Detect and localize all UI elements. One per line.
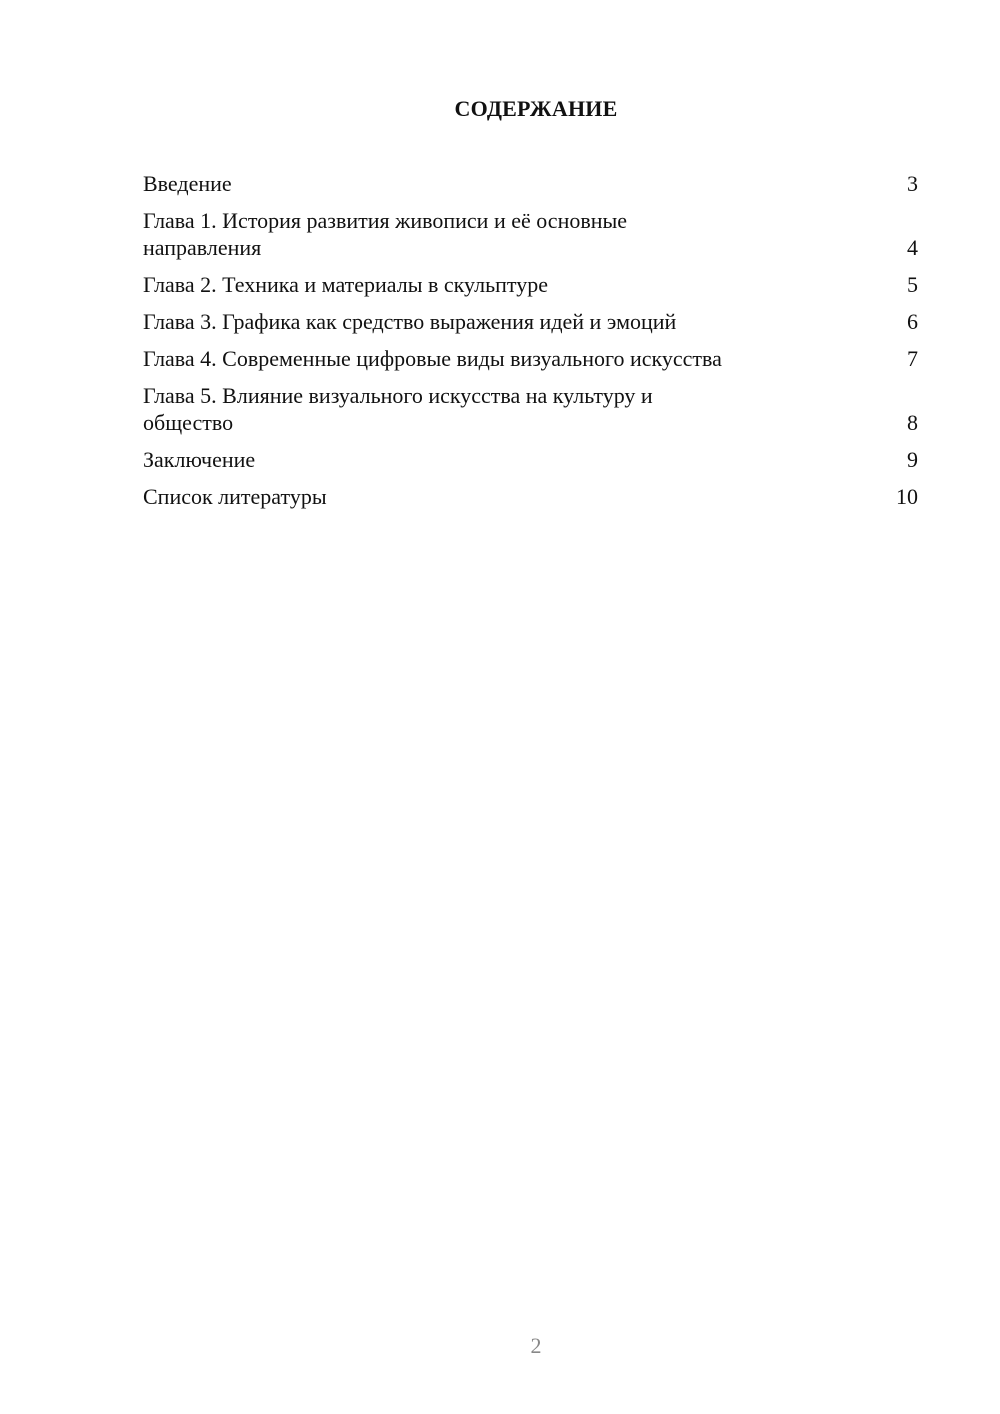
- toc-item-text: Глава 2. Техника и материалы в скульптуре: [143, 272, 548, 297]
- toc-item[interactable]: [143, 308, 918, 335]
- toc-item-text: Заключение: [143, 447, 256, 472]
- toc-item-text: Глава 5. Влияние визуального искусства на культуру и общество: [143, 383, 653, 435]
- toc-item-text: Глава 3. Графика как средство выражения идей и эмоций: [143, 309, 677, 334]
- table-of-contents: [143, 170, 918, 520]
- toc-item-page: 4: [907, 235, 918, 260]
- toc-item-page: 9: [907, 447, 918, 472]
- toc-item[interactable]: [143, 271, 918, 298]
- toc-item[interactable]: [143, 483, 918, 510]
- toc-item[interactable]: [143, 207, 918, 261]
- toc-item-text: Список литературы: [143, 484, 327, 509]
- toc-item-page: 5: [907, 272, 918, 297]
- toc-item-text: Глава 4. Современные цифровые виды визуального искусства: [143, 346, 722, 371]
- toc-item[interactable]: [143, 382, 918, 436]
- toc-item-page: 8: [907, 410, 918, 435]
- toc-item-page: 3: [907, 171, 918, 196]
- page-title: СОДЕРЖАНИЕ: [454, 96, 618, 121]
- toc-item-text: Глава 1. История развития живописи и её основные направления: [143, 208, 628, 260]
- toc-item[interactable]: [143, 345, 918, 372]
- toc-item-page: 10: [896, 484, 918, 509]
- toc-item[interactable]: [143, 170, 918, 197]
- page-number: 2: [530, 1333, 542, 1358]
- toc-item-page: 6: [907, 309, 918, 334]
- toc-item[interactable]: [143, 446, 918, 473]
- toc-item-text: Введение: [143, 171, 232, 196]
- toc-item-page: 7: [907, 346, 918, 371]
